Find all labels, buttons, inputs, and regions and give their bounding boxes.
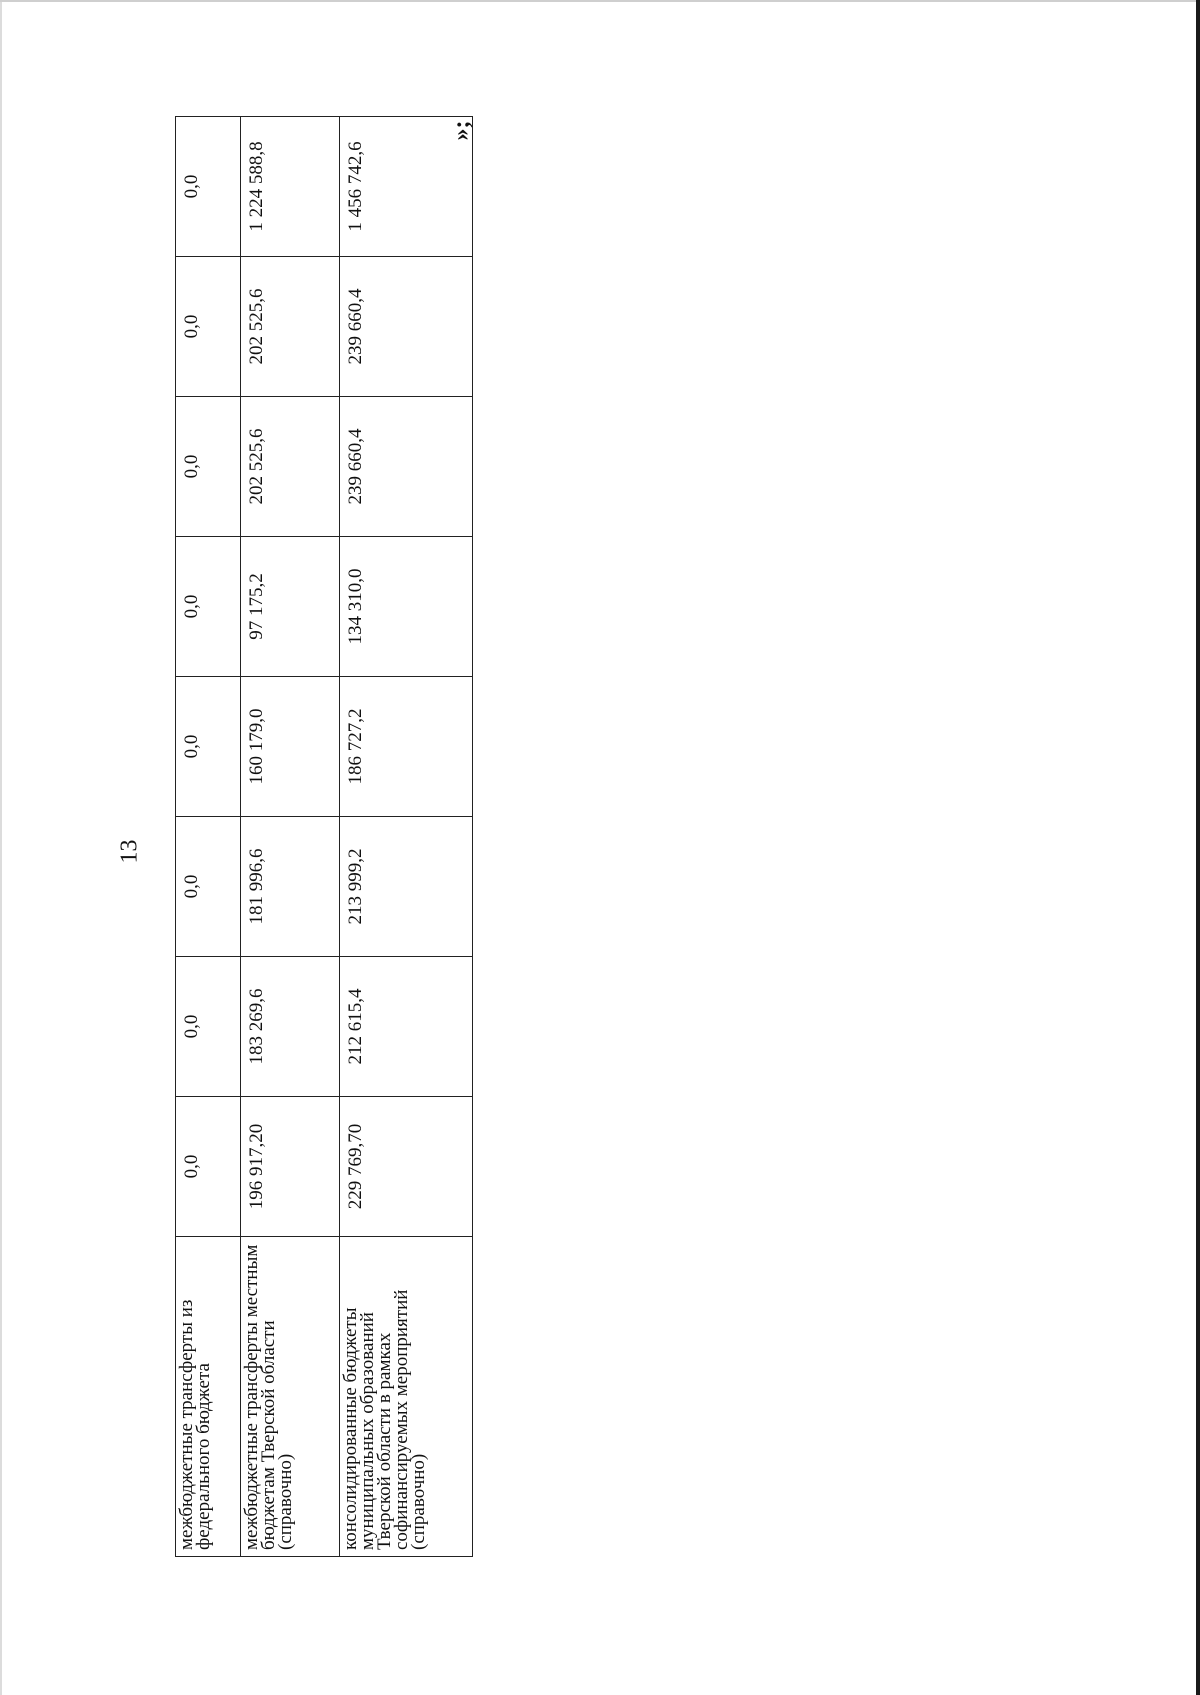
scan-top-edge xyxy=(0,0,1200,2)
row-label-local-transfers: межбюджетные трансферты местным бюджетам Тверской области (справочно) xyxy=(241,1237,340,1557)
table-cell: 97 175,2 xyxy=(241,537,340,677)
table-row xyxy=(176,117,241,1557)
row-label-consolidated-budgets: консолидированные бюджеты муниципальных образований Тверской области в рамках софинансируемых мероприятий (справочно) xyxy=(340,1237,473,1557)
table-cell: 160 179,0 xyxy=(241,677,340,817)
page-number: 13 xyxy=(116,839,143,864)
table-cell: 183 269,6 xyxy=(241,957,340,1097)
table-cell: 134 310,0 xyxy=(340,537,473,677)
table-cell: 196 917,20 xyxy=(241,1097,340,1237)
scan-left-edge xyxy=(0,0,2,1695)
table-cell: 0,0 xyxy=(176,957,241,1097)
table-cell: 239 660,4 xyxy=(340,397,473,537)
table-cell: 0,0 xyxy=(176,257,241,397)
table-cell: 1 224 588,8 xyxy=(241,117,340,257)
scan-right-edge xyxy=(1196,0,1200,1695)
table-cell: 0,0 xyxy=(176,397,241,537)
table-cell: 239 660,4 xyxy=(340,257,473,397)
row-label-federal-transfers: межбюджетные трансферты из федерального бюджета xyxy=(176,1237,241,1557)
table-cell: 0,0 xyxy=(176,1097,241,1237)
table-cell: 0,0 xyxy=(176,117,241,257)
table-cell: 229 769,70 xyxy=(340,1097,473,1237)
table-cell: 212 615,4 xyxy=(340,957,473,1097)
table-cell: 0,0 xyxy=(176,677,241,817)
table-row xyxy=(241,117,340,1557)
table-cell: 202 525,6 xyxy=(241,257,340,397)
table-cell: 181 996,6 xyxy=(241,817,340,957)
budget-table xyxy=(175,116,473,1557)
table-cell: 1 456 742,6 xyxy=(340,117,473,257)
table-cell: 213 999,2 xyxy=(340,817,473,957)
closing-quote-mark: »; xyxy=(448,120,475,141)
table-cell: 186 727,2 xyxy=(340,677,473,817)
table-row xyxy=(340,117,473,1557)
table-cell: 202 525,6 xyxy=(241,397,340,537)
table-cell: 0,0 xyxy=(176,817,241,957)
budget-table-rotated xyxy=(175,117,453,1557)
table-cell: 0,0 xyxy=(176,537,241,677)
